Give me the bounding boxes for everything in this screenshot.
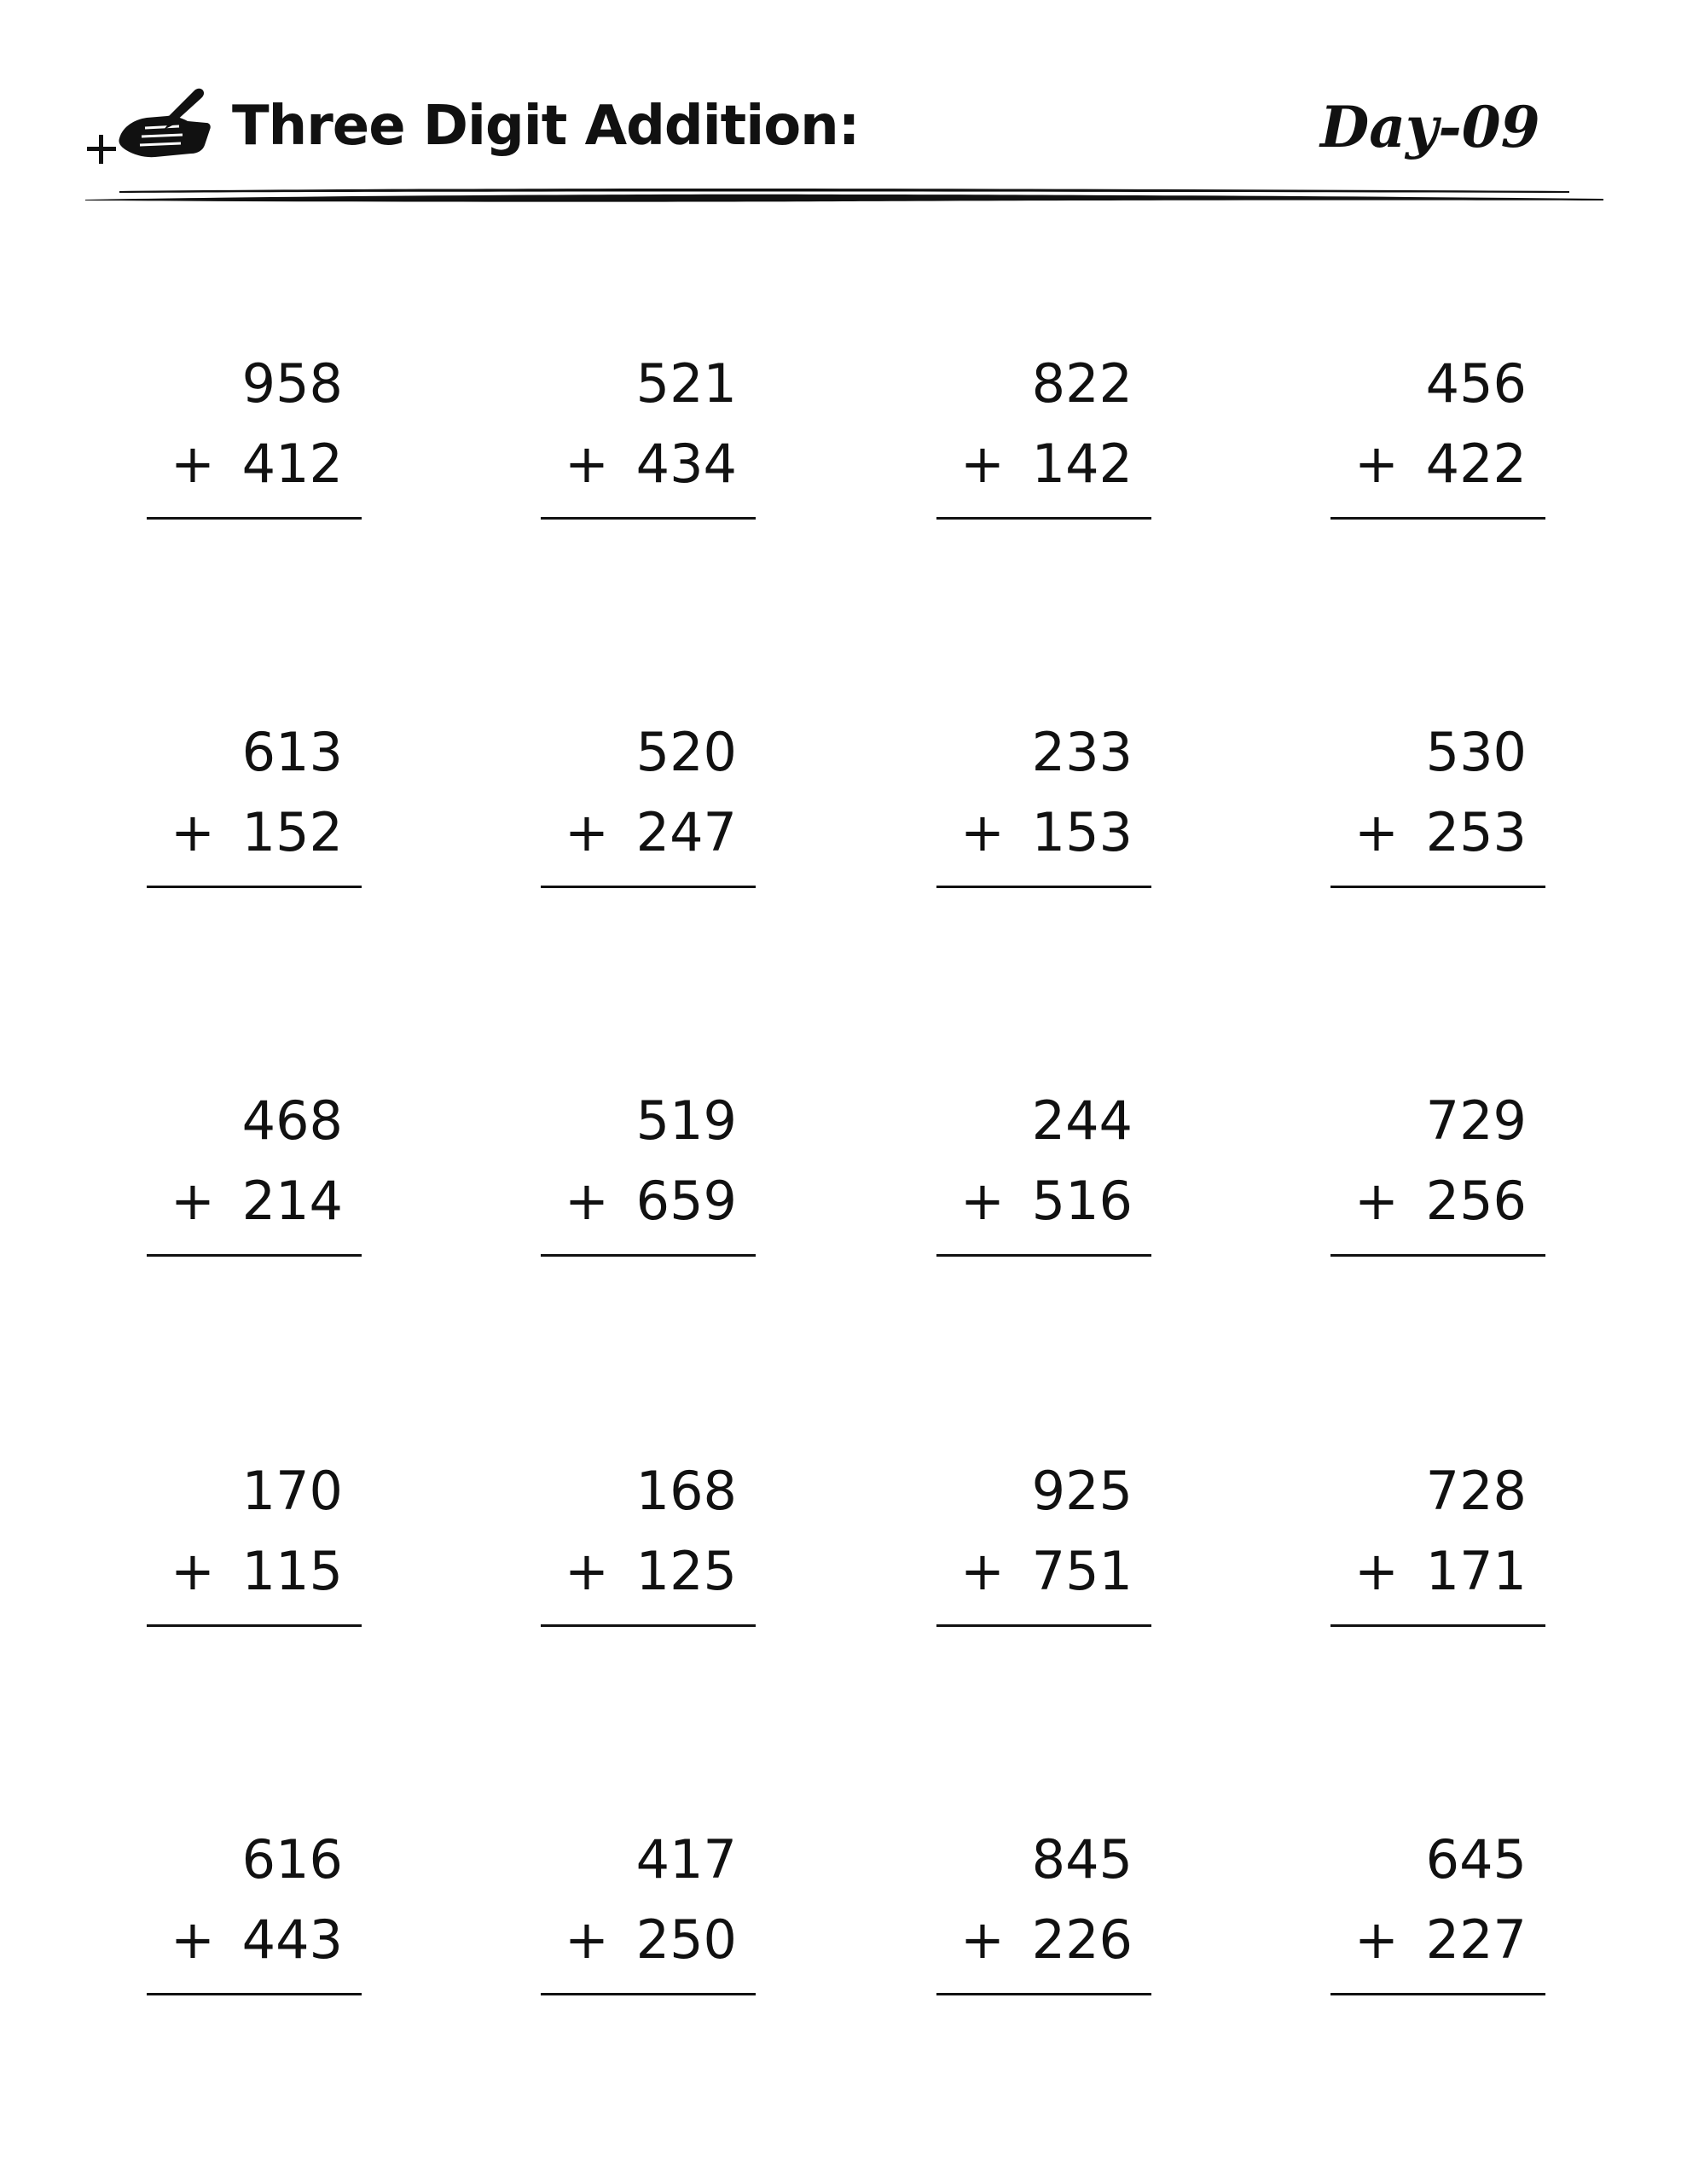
answer-line: [1330, 517, 1545, 520]
answer-line: [541, 1993, 756, 1995]
plus-sign: +: [171, 1170, 215, 1232]
top-addend: 530: [1425, 721, 1527, 783]
plus-sign: +: [1354, 1170, 1399, 1232]
bottom-addend: 751: [1031, 1540, 1133, 1602]
addition-problem: [1330, 1457, 1552, 1662]
top-addend: 613: [241, 721, 343, 783]
plus-sign: +: [960, 1540, 1005, 1602]
plus-sign: +: [171, 433, 215, 495]
addition-problem: [936, 350, 1158, 555]
answer-line: [936, 886, 1151, 888]
plus-sign: +: [565, 801, 609, 863]
top-addend: 468: [241, 1089, 343, 1152]
plus-sign: +: [171, 1908, 215, 1971]
top-addend: 519: [635, 1089, 737, 1152]
bottom-addend: 434: [635, 433, 737, 495]
top-addend: 456: [1425, 352, 1527, 415]
top-addend: 520: [635, 721, 737, 783]
answer-line: [541, 1254, 756, 1257]
top-addend: 521: [635, 352, 737, 415]
bottom-addend: 153: [1031, 801, 1133, 863]
addition-problem: [541, 718, 762, 923]
plus-sign: +: [1354, 801, 1399, 863]
answer-line: [1330, 1254, 1545, 1257]
bottom-addend: 214: [241, 1170, 343, 1232]
answer-line: [1330, 886, 1545, 888]
addition-problem: [147, 1826, 368, 2030]
day-label: Day-09: [1320, 94, 1540, 160]
addition-problem: [147, 350, 368, 555]
answer-line: [541, 886, 756, 888]
addition-problem: [541, 1826, 762, 2030]
answer-line: [147, 1993, 362, 1995]
top-addend: 616: [241, 1828, 343, 1891]
plus-sign: +: [171, 801, 215, 863]
answer-line: [936, 1624, 1151, 1627]
top-addend: 233: [1031, 721, 1133, 783]
plus-sign: +: [960, 1908, 1005, 1971]
top-addend: 958: [241, 352, 343, 415]
bottom-addend: 125: [635, 1540, 737, 1602]
bottom-addend: 256: [1425, 1170, 1527, 1232]
addition-problem: [147, 1087, 368, 1292]
plus-sign: +: [565, 1170, 609, 1232]
top-addend: 728: [1425, 1460, 1527, 1522]
answer-line: [1330, 1993, 1545, 1995]
plus-sign: +: [1354, 1908, 1399, 1971]
addition-problem: [1330, 1826, 1552, 2030]
addition-problem: [147, 718, 368, 923]
plus-sign: +: [960, 433, 1005, 495]
addition-problem: [936, 718, 1158, 923]
plus-sign: +: [960, 801, 1005, 863]
bottom-addend: 412: [241, 433, 343, 495]
answer-line: [936, 517, 1151, 520]
addition-problem: [541, 1087, 762, 1292]
answer-line: [541, 1624, 756, 1627]
answer-line: [147, 1624, 362, 1627]
addition-problem: [541, 1457, 762, 1662]
bottom-addend: 516: [1031, 1170, 1133, 1232]
top-addend: 417: [635, 1828, 737, 1891]
bottom-addend: 250: [635, 1908, 737, 1971]
top-addend: 729: [1425, 1089, 1527, 1152]
top-addend: 244: [1031, 1089, 1133, 1152]
addition-problem: [541, 350, 762, 555]
answer-line: [147, 517, 362, 520]
answer-line: [936, 1993, 1151, 1995]
bottom-addend: 227: [1425, 1908, 1527, 1971]
addition-problem: [936, 1457, 1158, 1662]
addition-problem: [1330, 718, 1552, 923]
answer-line: [1330, 1624, 1545, 1627]
bottom-addend: 171: [1425, 1540, 1527, 1602]
bottom-addend: 443: [241, 1908, 343, 1971]
bottom-addend: 115: [241, 1540, 343, 1602]
answer-line: [541, 517, 756, 520]
addition-problem: [1330, 1087, 1552, 1292]
bottom-addend: 142: [1031, 433, 1133, 495]
bottom-addend: 152: [241, 801, 343, 863]
plus-sign: +: [171, 1540, 215, 1602]
top-addend: 645: [1425, 1828, 1527, 1891]
answer-line: [936, 1254, 1151, 1257]
bottom-addend: 226: [1031, 1908, 1133, 1971]
plus-sign: +: [1354, 433, 1399, 495]
bottom-addend: 422: [1425, 433, 1527, 495]
answer-line: [147, 886, 362, 888]
addition-problem: [936, 1087, 1158, 1292]
top-addend: 925: [1031, 1460, 1133, 1522]
addition-problem: [1330, 350, 1552, 555]
plus-sign: +: [565, 1540, 609, 1602]
top-addend: 168: [635, 1460, 737, 1522]
plus-sign: +: [1354, 1540, 1399, 1602]
answer-line: [147, 1254, 362, 1257]
plus-sign: +: [565, 433, 609, 495]
addition-problem: [147, 1457, 368, 1662]
addition-problem: [936, 1826, 1158, 2030]
top-addend: 845: [1031, 1828, 1133, 1891]
top-addend: 170: [241, 1460, 343, 1522]
plus-sign: +: [960, 1170, 1005, 1232]
bottom-addend: 659: [635, 1170, 737, 1232]
bottom-addend: 247: [635, 801, 737, 863]
bottom-addend: 253: [1425, 801, 1527, 863]
top-addend: 822: [1031, 352, 1133, 415]
page-title: Three Digit Addition:: [232, 95, 860, 158]
plus-sign: +: [565, 1908, 609, 1971]
